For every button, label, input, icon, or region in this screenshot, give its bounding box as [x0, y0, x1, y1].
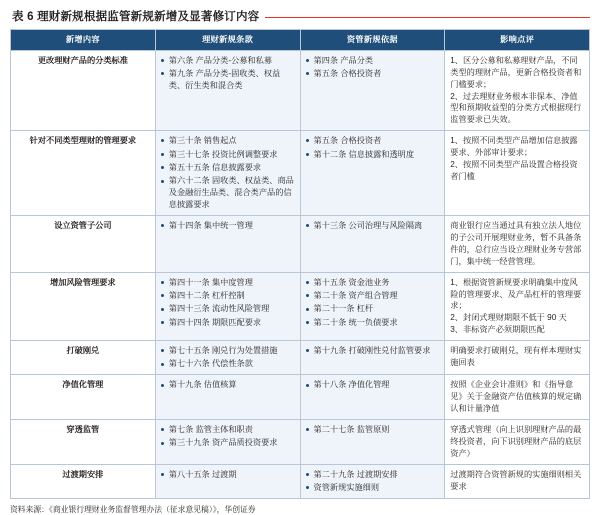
list-item: 第三十七条 投资比例调整要求: [161, 149, 295, 161]
clause-list: [306, 220, 440, 232]
list-item: 第十五条 资金池业务: [306, 277, 440, 289]
comment-line: 按照《企业会计准则》和《指导意见》关于金融资产估值核算的规定确认和计量净值: [450, 380, 582, 414]
cell-comment: [445, 272, 590, 340]
list-item: 第二十九条 过渡期安排: [306, 469, 440, 481]
cell-topic: 增加风险管理要求: [11, 272, 156, 340]
list-item: 第十九条 打破刚性兑付监管要求: [306, 345, 440, 357]
cell-topic: 过渡期安排: [11, 464, 156, 498]
list-item: 第十二条 信息披露和透明度: [306, 149, 440, 161]
list-item: 第二十一条 杠杆: [306, 303, 440, 315]
table-header: [11, 30, 590, 51]
list-item: 第七条 监管主体和职责: [161, 424, 295, 436]
cell-comment: [445, 341, 590, 375]
comment-line: 穿透式管理（向上识别理财产品的最终投资者，向下识别理财产品的底层资产）: [450, 425, 582, 458]
list-item: 第四十三条 流动性风险管理: [161, 303, 295, 315]
table-row: [11, 464, 590, 498]
table-title-row: [12, 8, 590, 24]
column-header-comment: 影响点评: [445, 30, 590, 51]
list-item: 第二十条 统一负债要求: [306, 317, 440, 329]
cell-basis: [300, 420, 445, 465]
table-row: [11, 216, 590, 273]
clause-list: [161, 424, 295, 449]
title-rule: [265, 17, 590, 18]
comment-line: 3、非标资产必须期限匹配: [450, 325, 545, 335]
cell-clauses: [155, 131, 300, 216]
comment-line: 1、按照不同类型产品增加信息披露要求、外部审计要求；: [450, 136, 578, 158]
list-item: 第三十九条 资产品质投资要求: [161, 437, 295, 449]
clause-list: [161, 277, 295, 329]
comment-line: 明确要求打破刚兑，现有样本理财实施回表: [450, 346, 582, 367]
clause-list: [161, 345, 295, 370]
clause-list: [306, 345, 440, 357]
list-item: 第三十条 销售起点: [161, 135, 295, 147]
column-header-basis: 资管新规依据: [300, 30, 445, 51]
cell-topic: 打破刚兑: [11, 341, 156, 375]
column-header-topic: 新增内容: [11, 30, 156, 51]
clause-list: [161, 379, 295, 391]
clause-list: [161, 55, 295, 92]
comment-line: 商业银行应当通过具有独立法人地位的子公司开展理财业务，暂不具备条件的，总行应当设立理财业务专营部门，集中统一经营管理。: [450, 221, 582, 266]
table-row: [11, 341, 590, 375]
clause-list: [306, 55, 440, 80]
list-item: 第九条 产品分类-固收类、权益类、衍生类和混合类: [161, 68, 295, 92]
clause-list: [161, 135, 295, 211]
clause-list: [306, 135, 440, 160]
comment-line: 2、过去理财业务根本非保本、净值型和预期收益型的分类方式根据现行监管要求已失效。: [450, 91, 582, 125]
clause-list: [306, 277, 440, 329]
cell-clauses: [155, 375, 300, 420]
list-item: 第十八条 净值化管理: [306, 379, 440, 391]
column-header-clauses: 理财新规条款: [155, 30, 300, 51]
cell-basis: [300, 464, 445, 498]
list-item: 第四十四条 期限匹配要求: [161, 317, 295, 329]
table-row: [11, 420, 590, 465]
cell-topic: 穿透监管: [11, 420, 156, 465]
table-row: [11, 272, 590, 340]
list-item: 第四十一条 集中度管理: [161, 277, 295, 289]
comment-line: 1、根据资管新规要求明确集中度风险的管理要求、及产品杠杆的管理要求；: [450, 277, 582, 311]
cell-basis: [300, 216, 445, 273]
cell-clauses: [155, 216, 300, 273]
clause-list: [306, 424, 440, 436]
list-item: 第六条 产品分类-公募和私募: [161, 55, 295, 67]
list-item: 资管新规实施细则: [306, 482, 440, 494]
list-item: 第四条 产品分类: [306, 55, 440, 67]
clause-list: [306, 469, 440, 494]
cell-clauses: [155, 341, 300, 375]
cell-topic: 净值化管理: [11, 375, 156, 420]
list-item: 第四十二条 杠杆控制: [161, 290, 295, 302]
cell-basis: [300, 375, 445, 420]
cell-topic: 针对不同类型理财的管理要求: [11, 131, 156, 216]
cell-clauses: [155, 50, 300, 130]
cell-comment: [445, 375, 590, 420]
list-item: 第五条 合格投资者: [306, 135, 440, 147]
header-row: [11, 30, 590, 51]
table-row: [11, 375, 590, 420]
cell-comment: [445, 420, 590, 465]
list-item: 第七十五条 刚兑行为处置措施: [161, 345, 295, 357]
list-item: 第六十二条 固收类、权益类、商品及金融衍生品类、混合类产品的信息披露要求: [161, 175, 295, 211]
list-item: 第二十条 资产组合管理: [306, 290, 440, 302]
table-row: [11, 50, 590, 130]
table-row: [11, 131, 590, 216]
table-title: 表 6 理财新规根据监管新规新增及显著修订内容: [12, 11, 260, 23]
table-body: [11, 50, 590, 498]
cell-basis: [300, 131, 445, 216]
cell-basis: [300, 50, 445, 130]
list-item: 第七十六条 代偿性条款: [161, 358, 295, 370]
clause-list: [306, 379, 440, 391]
clause-list: [161, 220, 295, 232]
comparison-table: [10, 29, 590, 499]
cell-topic: 设立资管子公司: [11, 216, 156, 273]
cell-comment: [445, 216, 590, 273]
cell-clauses: [155, 272, 300, 340]
source-note: 资料来源：《商业银行理财业务监督管理办法（征求意见稿）》，华创证券: [10, 505, 256, 514]
list-item: 第十三条 公司治理与风险隔离: [306, 220, 440, 232]
list-item: 第十九条 估值核算: [161, 379, 295, 391]
list-item: 第五条 合格投资者: [306, 68, 440, 80]
list-item: 第十四条 集中统一管理: [161, 220, 295, 232]
comment-line: 2、封闭式理财期限不低于 90 天: [450, 313, 567, 323]
cell-comment: [445, 464, 590, 498]
cell-clauses: [155, 464, 300, 498]
list-item: 第八十五条 过渡期: [161, 469, 295, 481]
clause-list: [161, 469, 295, 481]
cell-basis: [300, 341, 445, 375]
cell-comment: [445, 50, 590, 130]
cell-topic: 更改理财产品的分类标准: [11, 50, 156, 130]
comment-line: 1、区分公募和私募理财产品，不同类型的理财产品，更新合格投资者和门槛要求；: [450, 55, 582, 89]
comment-line: 过渡期符合资管新规的实施细则相关要求: [450, 469, 582, 491]
list-item: 第五十五条 信息披露要求: [161, 162, 295, 174]
cell-comment: [445, 131, 590, 216]
cell-basis: [300, 272, 445, 340]
comment-line: 2、按照不同类型产品设置合格投资者门槛: [450, 160, 578, 181]
list-item: 第二十七条 监管原则: [306, 424, 440, 436]
cell-clauses: [155, 420, 300, 465]
